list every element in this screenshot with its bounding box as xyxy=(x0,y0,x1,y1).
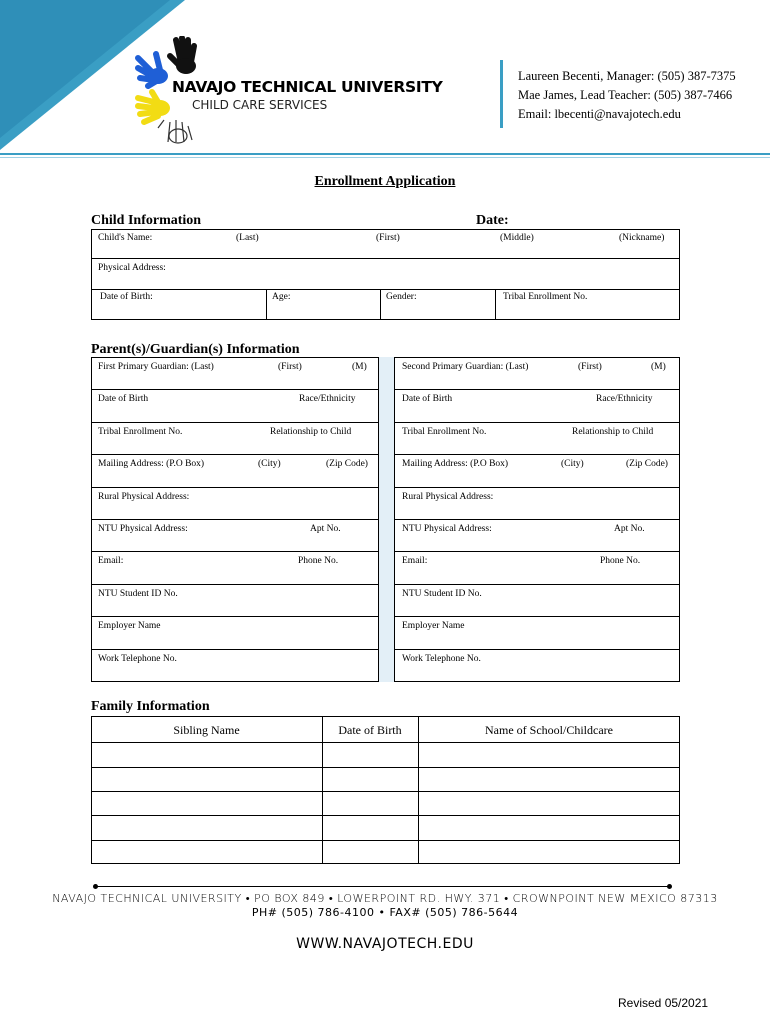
parent-row-divider xyxy=(91,487,378,488)
tribal-enrollment-field[interactable]: Tribal Enrollment No. xyxy=(503,292,588,302)
parent-row-divider xyxy=(395,584,680,585)
contact-block xyxy=(518,67,736,124)
child-row-divider xyxy=(91,258,680,259)
second-guardian-r3-field-0[interactable]: Tribal Enrollment No. xyxy=(402,427,487,437)
parent-row-divider xyxy=(395,551,680,552)
parent-row-divider xyxy=(91,519,378,520)
second-guardian-r2-field-1: Race/Ethnicity xyxy=(596,394,653,404)
footer-rule xyxy=(96,886,670,887)
school-name-header: Name of School/Childcare xyxy=(485,723,613,737)
second-guardian-r3-field-1: Relationship to Child xyxy=(572,427,654,437)
first-guardian-r1-field-1: (First) xyxy=(278,362,302,372)
second-guardian-r6-field-0[interactable]: NTU Physical Address: xyxy=(402,524,492,534)
footer-rule-dot xyxy=(667,884,672,889)
first-guardian-r4-field-0[interactable]: Mailing Address: (P.O Box) xyxy=(98,459,205,469)
first-guardian-r9-field-0[interactable]: Employer Name xyxy=(98,621,161,631)
last-name-label: (Last) xyxy=(236,233,259,243)
footer-rule-dot xyxy=(93,884,98,889)
second-guardian-r5-field-0[interactable]: Rural Physical Address: xyxy=(402,492,494,502)
form-title: Enrollment Application xyxy=(314,174,456,189)
first-guardian-r2-field-1: Race/Ethnicity xyxy=(299,394,356,404)
family-col-divider xyxy=(418,716,419,864)
parent-row-divider xyxy=(91,649,378,650)
second-guardian-r4-field-2: (Zip Code) xyxy=(626,459,668,469)
second-guardian-r7-field-0[interactable]: Email: xyxy=(402,556,428,566)
parent-row-divider xyxy=(91,551,378,552)
first-guardian-r6-field-1: Apt No. xyxy=(310,524,341,534)
family-row-divider xyxy=(91,840,680,841)
parent-row-divider xyxy=(91,584,378,585)
first-guardian-r6-field-0[interactable]: NTU Physical Address: xyxy=(98,524,188,534)
parent-row-divider xyxy=(91,422,378,423)
revised-date: Revised 05/2021 xyxy=(618,996,709,1010)
center-divider-column xyxy=(378,357,395,682)
first-guardian-r1-field-0[interactable]: First Primary Guardian: (Last) xyxy=(98,362,214,372)
parent-row-divider xyxy=(91,389,378,390)
parent-row-divider xyxy=(395,454,680,455)
contact-divider xyxy=(500,60,503,128)
parent-row-divider xyxy=(395,519,680,520)
parent-row-divider xyxy=(91,454,378,455)
nickname-label: (Nickname) xyxy=(619,233,665,243)
contact-teacher: Mae James, Lead Teacher: (505) 387-7466 xyxy=(518,88,733,102)
physical-address-field[interactable]: Physical Address: xyxy=(98,263,166,273)
first-guardian-r7-field-0[interactable]: Email: xyxy=(98,556,124,566)
parent-row-divider xyxy=(395,616,680,617)
child-col-divider xyxy=(266,289,267,320)
header-rule-light xyxy=(0,157,770,158)
sibling-name-header: Sibling Name xyxy=(173,723,240,737)
parent-row-divider xyxy=(395,487,680,488)
second-guardian-r1-field-0[interactable]: Second Primary Guardian: (Last) xyxy=(402,362,529,372)
age-field[interactable]: Age: xyxy=(272,292,291,302)
child-info-heading: Child Information xyxy=(91,213,202,228)
footer-website[interactable]: WWW.NAVAJOTECH.EDU xyxy=(296,936,474,952)
child-dob-field[interactable]: Date of Birth: xyxy=(100,292,153,302)
parent-row-divider xyxy=(91,616,378,617)
second-guardian-r2-field-0[interactable]: Date of Birth xyxy=(402,394,453,404)
first-guardian-r2-field-0[interactable]: Date of Birth xyxy=(98,394,149,404)
contact-manager: Laureen Becenti, Manager: (505) 387-7375 xyxy=(518,69,736,83)
family-heading: Family Information xyxy=(91,699,210,714)
second-guardian-r7-field-1: Phone No. xyxy=(600,556,641,566)
footer-phone: PH# (505) 786-4100 • FAX# (505) 786-5644 xyxy=(251,906,519,919)
first-guardian-r1-field-2: (M) xyxy=(352,362,367,372)
second-guardian-r1-field-2: (M) xyxy=(651,362,666,372)
first-guardian-r10-field-0[interactable]: Work Telephone No. xyxy=(98,654,177,664)
childs-name-field[interactable]: Child's Name: xyxy=(98,233,153,243)
first-guardian-r3-field-0[interactable]: Tribal Enrollment No. xyxy=(98,427,183,437)
first-guardian-r3-field-1: Relationship to Child xyxy=(270,427,352,437)
first-guardian-r5-field-0[interactable]: Rural Physical Address: xyxy=(98,492,190,502)
second-guardian-r6-field-1: Apt No. xyxy=(614,524,645,534)
first-guardian-r7-field-1: Phone No. xyxy=(298,556,339,566)
second-guardian-r9-field-0[interactable]: Employer Name xyxy=(402,621,465,631)
family-col-divider xyxy=(322,716,323,864)
child-col-divider xyxy=(380,289,381,320)
second-guardian-r1-field-1: (First) xyxy=(578,362,602,372)
gender-field[interactable]: Gender: xyxy=(386,292,417,302)
child-row-divider xyxy=(91,289,680,290)
parents-heading: Parent(s)/Guardian(s) Information xyxy=(91,342,300,357)
second-guardian-r4-field-1: (City) xyxy=(561,459,584,469)
first-name-label: (First) xyxy=(376,233,400,243)
second-guardian-r10-field-0[interactable]: Work Telephone No. xyxy=(402,654,481,664)
parent-row-divider xyxy=(395,389,680,390)
family-row-divider xyxy=(91,815,680,816)
family-row-divider xyxy=(91,791,680,792)
date-label: Date: xyxy=(476,213,509,228)
footer-address: NAVAJO TECHNICAL UNIVERSITY • PO BOX 849 • LOWERPOINT RD. HWY. 371 • CROWNPOINT NEW MEXICO 87313 xyxy=(52,892,718,905)
middle-name-label: (Middle) xyxy=(500,233,534,243)
sibling-dob-header: Date of Birth xyxy=(338,723,402,737)
parent-row-divider xyxy=(395,422,680,423)
second-guardian-r8-field-0[interactable]: NTU Student ID No. xyxy=(402,589,482,599)
family-table xyxy=(91,716,680,864)
department-name: CHILD CARE SERVICES xyxy=(192,98,328,112)
child-col-divider xyxy=(495,289,496,320)
header-rule xyxy=(0,153,770,155)
second-guardian-r4-field-0[interactable]: Mailing Address: (P.O Box) xyxy=(402,459,509,469)
parent-row-divider xyxy=(395,649,680,650)
contact-email: Email: lbecenti@navajotech.edu xyxy=(518,107,681,121)
family-row-divider xyxy=(91,742,680,743)
first-guardian-r8-field-0[interactable]: NTU Student ID No. xyxy=(98,589,178,599)
family-row-divider xyxy=(91,767,680,768)
first-guardian-r4-field-1: (City) xyxy=(258,459,281,469)
university-name: NAVAJO TECHNICAL UNIVERSITY xyxy=(172,78,443,96)
first-guardian-r4-field-2: (Zip Code) xyxy=(326,459,368,469)
